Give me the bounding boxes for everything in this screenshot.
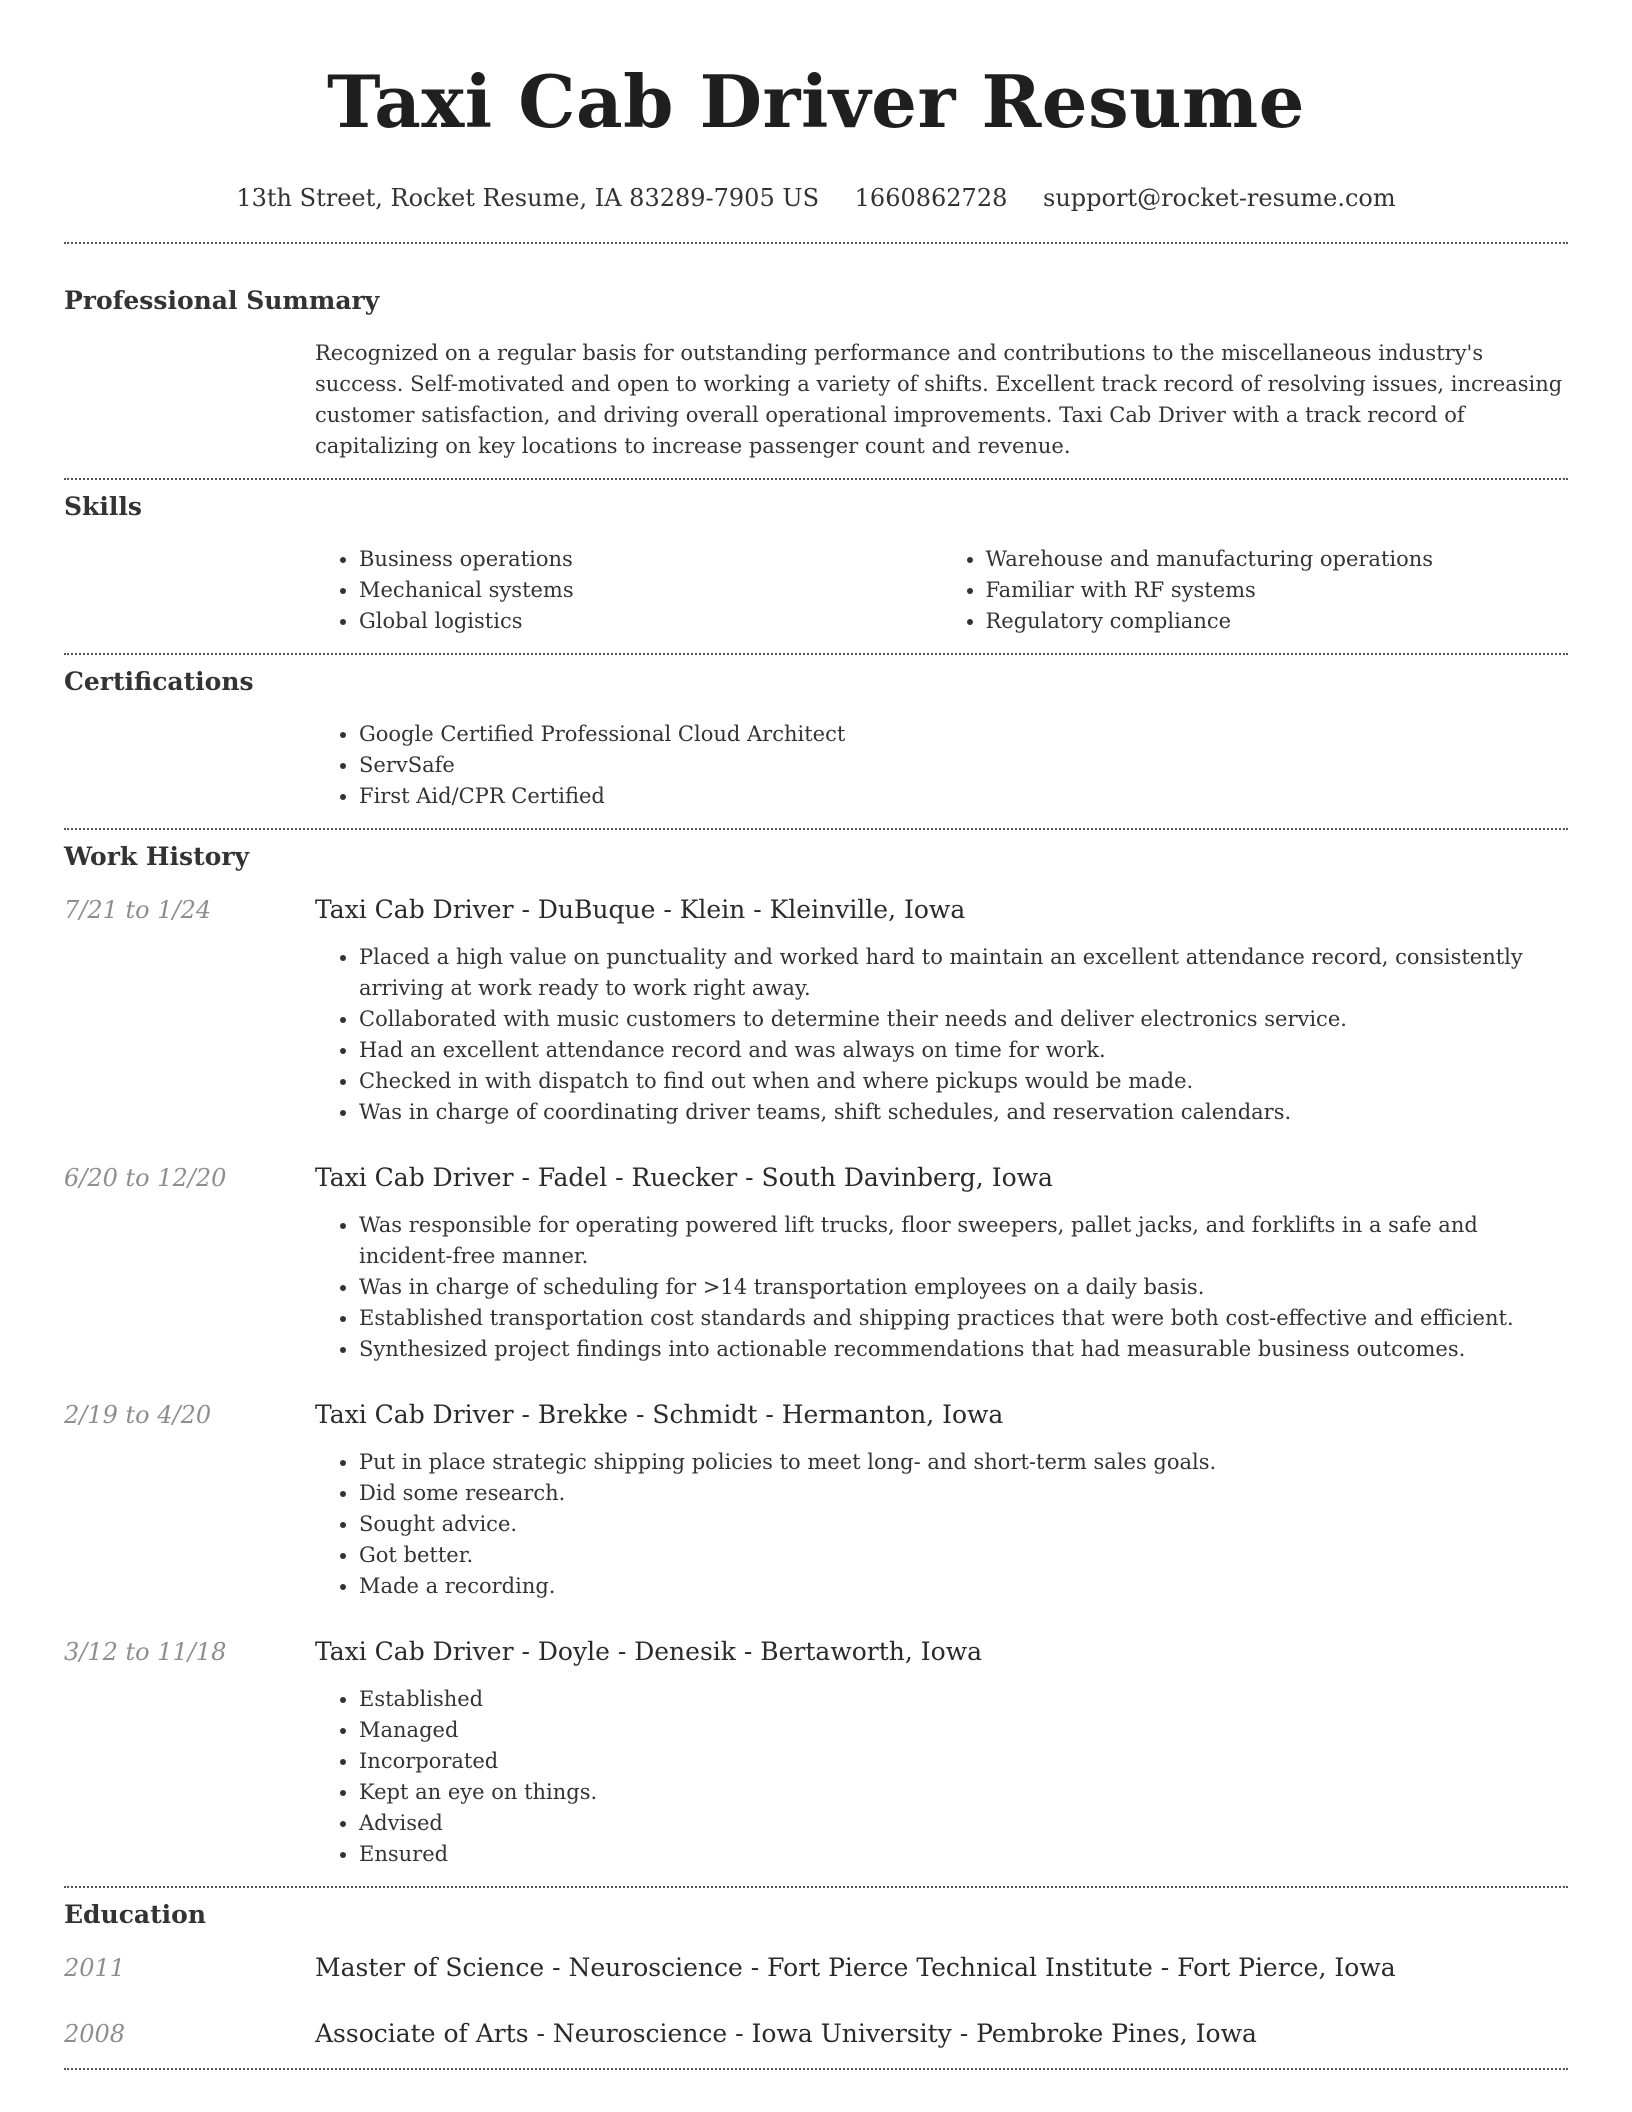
job-entry (64, 1636, 1568, 1886)
job-bullet: • Put in place strategic shipping policies to meet long- and short-term sales goals. (359, 1447, 1568, 1478)
skills-list-right (942, 544, 1569, 637)
summary-heading: Professional Summary (64, 286, 380, 315)
job-bullet: • Established (359, 1684, 1568, 1715)
education-year: 2011 (64, 1954, 126, 1982)
job-bullet: • Got better. (359, 1540, 1568, 1571)
contact-address: 13th Street, Rocket Resume, IA 83289-7905 US (236, 184, 820, 212)
job-bullet: • Sought advice. (359, 1509, 1568, 1540)
job-bullet: • Incorporated (359, 1746, 1568, 1777)
job-bullet: • Was in charge of coordinating driver teams, shift schedules, and reservation calendars. (359, 1097, 1568, 1128)
job-dates: 6/20 to 12/20 (64, 1164, 227, 1192)
certifications-section (64, 655, 1568, 828)
job-bullet: • Was responsible for operating powered lift trucks, floor sweepers, pallet jacks, and forklifts in a safe and incident-free manner. (359, 1210, 1568, 1272)
job-bullet: • Kept an eye on things. (359, 1777, 1568, 1808)
certifications-heading: Certifications (64, 667, 254, 696)
education-degree: Master of Science - Neuroscience - Fort Pierce Technical Institute - Fort Pierce, Iowa (315, 1953, 1396, 1982)
certification-item: • Google Certified Professional Cloud Architect (359, 719, 1568, 750)
education-entry (64, 2018, 1568, 2068)
skill-item: • Regulatory compliance (986, 606, 1569, 637)
job-bullet: • Advised (359, 1808, 1568, 1839)
skills-section (64, 480, 1568, 653)
job-bullet: • Had an excellent attendance record and was always on time for work. (359, 1035, 1568, 1066)
education-year: 2008 (64, 2020, 126, 2048)
job-bullet: • Managed (359, 1715, 1568, 1746)
skills-heading: Skills (64, 492, 142, 521)
job-title: Taxi Cab Driver - Brekke - Schmidt - Hermanton, Iowa (315, 1400, 1004, 1429)
skill-item: • Warehouse and manufacturing operations (986, 544, 1569, 575)
resume-title: Taxi Cab Driver Resume (327, 59, 1305, 144)
skill-item: • Business operations (359, 544, 942, 575)
job-title: Taxi Cab Driver - DuBuque - Klein - Kleinville, Iowa (315, 895, 966, 924)
certifications-list (315, 719, 1568, 812)
job-bullet: • Checked in with dispatch to find out when and where pickups would be made. (359, 1066, 1568, 1097)
job-dates: 7/21 to 1/24 (64, 896, 212, 924)
job-dates: 3/12 to 11/18 (64, 1638, 227, 1666)
summary-text: Recognized on a regular basis for outstanding performance and contributions to the miscellaneous industry's success. Self-motivated and open to working a variety of shifts. Excellent track record of resolving issues, increasing customer satisfaction, and driving overall operational improvements. Taxi Cab Driver with a track record of capitalizing on key locations to increase passenger count and revenue. (315, 341, 1563, 458)
skill-item: • Familiar with RF systems (986, 575, 1569, 606)
work-history-heading: Work History (64, 842, 250, 871)
job-bullet: • Synthesized project findings into actionable recommendations that had measurable business outcomes. (359, 1334, 1568, 1365)
job-bullets (315, 1684, 1568, 1870)
certification-item: • First Aid/CPR Certified (359, 781, 1568, 812)
job-bullet: • Established transportation cost standards and shipping practices that were both cost-effective and efficient. (359, 1303, 1568, 1334)
job-entry (64, 894, 1568, 1128)
job-bullet: • Ensured (359, 1839, 1568, 1870)
job-bullets (315, 942, 1568, 1128)
job-entry (64, 1399, 1568, 1602)
summary-section (64, 244, 1568, 478)
job-bullet: • Collaborated with music customers to determine their needs and deliver electronics service. (359, 1004, 1568, 1035)
section-divider (64, 2068, 1568, 2070)
contact-email[interactable]: support@rocket-resume.com (1043, 184, 1396, 212)
job-bullets (315, 1447, 1568, 1602)
certification-item: • ServSafe (359, 750, 1568, 781)
job-bullet: • Did some research. (359, 1478, 1568, 1509)
skill-item: • Global logistics (359, 606, 942, 637)
job-bullet: • Placed a high value on punctuality and worked hard to maintain an excellent attendance record, consistently arriving at work ready to work right away. (359, 942, 1568, 1004)
skill-item: • Mechanical systems (359, 575, 942, 606)
contact-line (64, 182, 1568, 214)
education-entry (64, 1952, 1568, 1984)
job-bullet: • Was in charge of scheduling for >14 transportation employees on a daily basis. (359, 1272, 1568, 1303)
job-title: Taxi Cab Driver - Fadel - Ruecker - South Davinberg, Iowa (315, 1163, 1053, 1192)
job-dates: 2/19 to 4/20 (64, 1401, 212, 1429)
education-degree: Associate of Arts - Neuroscience - Iowa University - Pembroke Pines, Iowa (315, 2019, 1257, 2048)
job-bullets (315, 1210, 1568, 1365)
contact-phone: 1660862728 (854, 184, 1008, 212)
resume-page (64, 0, 1568, 2070)
job-title: Taxi Cab Driver - Doyle - Denesik - Bertaworth, Iowa (315, 1637, 983, 1666)
work-history-section (64, 830, 1568, 1886)
job-entry (64, 1162, 1568, 1365)
skills-list-left (315, 544, 942, 637)
job-bullet: • Made a recording. (359, 1571, 1568, 1602)
education-section (64, 1888, 1568, 2068)
education-heading: Education (64, 1900, 207, 1929)
